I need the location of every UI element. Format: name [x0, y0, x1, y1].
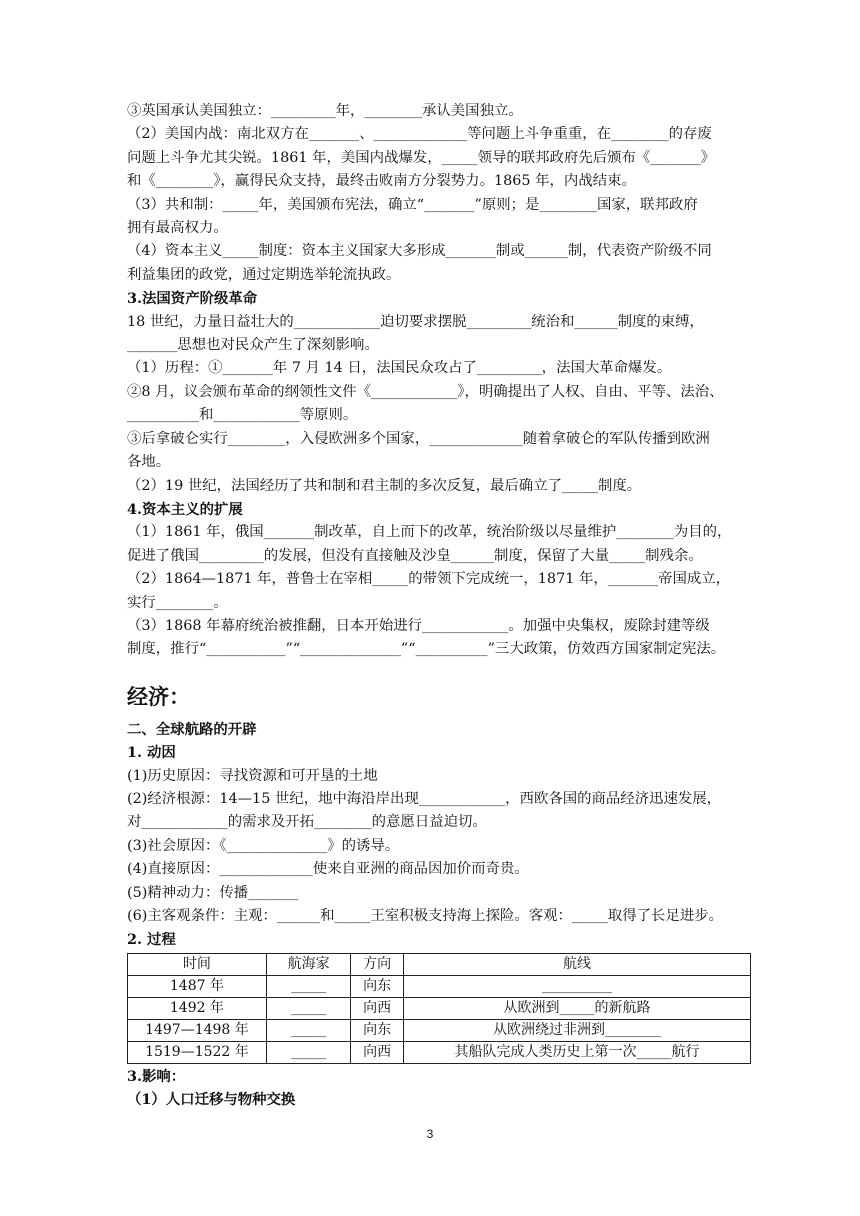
routes-section [127, 718, 745, 952]
cell-time: 1487 年 [128, 975, 267, 997]
text-line: 利益集团的政党，通过定期选举轮流执政。 [127, 266, 401, 283]
cell-navigator: _____ [266, 997, 350, 1019]
text-line: 各地。 [127, 454, 171, 471]
economy-heading: 经济： [127, 683, 190, 709]
cell-time: 1492 年 [128, 997, 267, 1019]
text-line: 制度，推行“___________”“______________”“__________”三大政策，仿效西方国家制定宪法。 [127, 641, 726, 658]
text-line: 拥有最高权力。 [127, 220, 228, 237]
table-row [128, 997, 751, 1019]
text-line: （3）共和制：_____年，美国颁布宪法，确立“_______”原则；是________国家，联邦政府 [127, 196, 698, 213]
table-row [128, 975, 751, 997]
section-heading: （1）人口迁移与物种交换 [127, 1091, 296, 1109]
cell-direction: 向西 [351, 997, 404, 1019]
cell-time: 1497—1498 年 [128, 1019, 267, 1041]
header-time: 时间 [128, 953, 267, 975]
text-line: (6)主客观条件：主观：______和_____王室积极支持海上探险。客观：_____取得了长足进步。 [127, 908, 724, 924]
cell-time: 1519—1522 年 [128, 1041, 267, 1063]
politics-section [127, 100, 745, 662]
header-route: 航线 [403, 953, 750, 975]
text-line: （2）1864—1871 年，普鲁士在宰相_____的带领下完成统一，1871 年，_______帝国成立， [127, 571, 731, 588]
text-line: (2)经济根源：14—15 世纪，地中海沿岸出现____________，西欧各国的商品经济迅速发展， [127, 790, 722, 807]
cell-direction: 向西 [351, 1041, 404, 1063]
section-heading: 4.资本主义的扩展 [127, 500, 243, 518]
cell-route: 从欧洲绕过非洲到________ [403, 1019, 750, 1041]
text-line: __________和____________等原则。 [127, 407, 358, 424]
text-line: （3）1868 年幕府统治被推翻，日本开始进行____________。加强中央集权，废除封建等级 [127, 617, 710, 634]
cell-navigator: _____ [266, 1019, 350, 1041]
cell-navigator: _____ [266, 1041, 350, 1063]
cell-route: __________ [403, 975, 750, 997]
text-line: 促进了俄国_________的发展，但没有直接触及沙皇______制度，保留了大量_____制残余。 [127, 547, 703, 564]
text-line: 问题上斗争尤其尖锐。1861 年，美国内战爆发，_____领导的联邦政府先后颁布《_______》 [127, 149, 716, 166]
section-heading: 二、全球航路的开辟 [127, 720, 257, 738]
text-line: （1）1861 年，俄国_______制改革，自上而下的改革，统治阶级以尽量维护________为目的， [127, 524, 732, 541]
page-number: 3 [426, 1127, 434, 1141]
text-line: (5)精神动力：传播_______ [127, 884, 299, 901]
cell-route: 其船队完成人类历史上第一次_____航行 [403, 1041, 750, 1063]
cell-direction: 向东 [351, 975, 404, 997]
text-line: 和《________》，赢得民众支持，最终击败南方分裂势力。1865 年，内战结束。 [127, 173, 636, 190]
text-line: （2）美国内战：南北双方在_______、_____________等问题上斗争重重，在________的存废 [127, 126, 712, 143]
table-row [128, 1019, 751, 1041]
cell-route: 从欧洲到_____的新航路 [403, 997, 750, 1019]
text-line: 对____________的需求及开拓________的意愿日益迫切。 [127, 814, 487, 831]
text-line: ③英国承认美国独立：_________年，________承认美国独立。 [127, 103, 523, 119]
text-line: (4)直接原因：_____________使来自亚洲的商品因加价而奇贵。 [127, 861, 529, 878]
text-line: （1）历程：①_______年 7 月 14 日，法国民众攻占了_________，法国大革命爆发。 [127, 360, 672, 377]
text-line: 实行________。 [127, 594, 228, 611]
impact-section [127, 1065, 745, 1112]
voyage-table [127, 953, 751, 1064]
text-line: (3)社会原因：《______________》的诱导。 [127, 837, 400, 854]
header-direction: 方向 [351, 953, 404, 975]
table-row [128, 1041, 751, 1063]
voyage-table-body [128, 975, 751, 1063]
text-line: ②8 月，议会颁布革命的纲领性文件《____________》，明确提出了人权、自由、平等、法治、 [127, 383, 724, 400]
text-line: 18 世纪，力量日益壮大的____________迫切要求摆脱_________统治和______制度的束缚， [127, 313, 704, 330]
text-line: （2）19 世纪，法国经历了共和制和君主制的多次反复，最后确立了_____制度。 [127, 477, 642, 494]
page-content [127, 100, 745, 1112]
table-header-row [128, 953, 751, 975]
section-heading: 1. 动因 [127, 744, 176, 762]
cell-direction: 向东 [351, 1019, 404, 1041]
header-navigator: 航海家 [266, 953, 350, 975]
section-heading: 3.法国资产阶级革命 [127, 290, 258, 308]
section-heading: 3.影响： [127, 1067, 186, 1085]
text-line: _______思想也对民众产生了深刻影响。 [127, 337, 379, 354]
cell-navigator: _____ [266, 975, 350, 997]
text-line: ③后拿破仑实行________，入侵欧洲多个国家，_____________随着拿破仑的军队传播到欧洲 [127, 430, 710, 447]
text-line: (1)历史原因：寻找资源和可开垦的土地 [127, 767, 378, 784]
text-line: （4）资本主义_____制度：资本主义国家大多形成_______制或______制，代表资产阶级不同 [127, 243, 712, 260]
section-heading: 2. 过程 [127, 931, 176, 949]
